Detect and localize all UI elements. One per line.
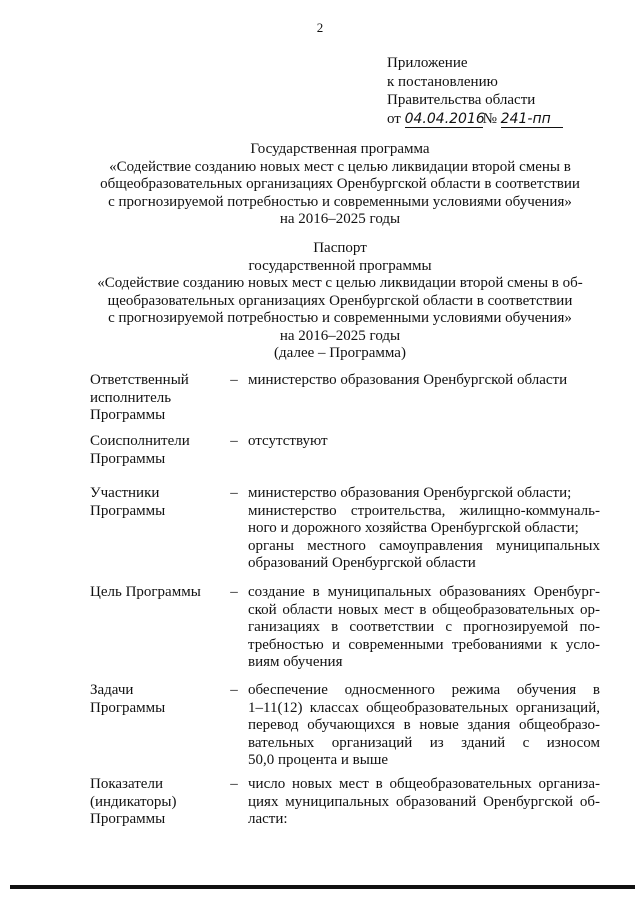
dash: – [230,485,238,501]
program-title-line: с прогнозируемой потребностью и современными условиями обучения» [108,193,572,210]
value-line: ской области новых мест в общеобразовательных ор- [248,601,600,618]
passport-title [80,240,600,363]
appendix-line: к постановлению [387,73,498,90]
dash: – [230,584,238,600]
value-line: 1–11(12) классах общеобразовательных организаций, [248,699,600,716]
value-line: 50,0 процента и выше [248,752,389,768]
value-line: вательных организаций из зданий с износом [248,734,600,751]
value-line: виям обучения [248,654,343,670]
label-line: Программы [90,450,166,467]
program-heading: Государственная программа [250,141,430,157]
row-value [248,776,600,829]
value-line: перевод обучающихся в новые здания общеобразо- [248,717,600,733]
passport-subheading: государственной программы [248,257,432,274]
appendix-block [387,54,563,128]
row-value [248,682,600,770]
label-line: Программы [90,407,166,423]
label-line: Участники [90,485,160,501]
value-line: число новых мест в общеобразовательных организа- [248,776,600,792]
row-label [90,433,220,468]
label-line: Показатели [90,776,163,792]
from-label: от [387,110,401,127]
value-line: ласти: [248,811,288,827]
page-bottom-border [10,885,635,889]
label-line: Цель Программы [90,584,201,600]
handwritten-number: 241-пп [501,112,563,128]
row-value [248,584,600,672]
dash: – [230,372,238,388]
dash: – [230,682,238,698]
passport-title-line: (далее – Программа) [274,345,406,361]
row-label [90,682,220,717]
program-title [80,141,600,229]
value-line: обеспечение односменного режима обучения в [248,682,600,698]
value-line: министерство образования Оренбургской области [248,372,568,388]
program-title-line: на 2016–2025 годы [279,211,401,227]
value-line: циях муниципальных образований Оренбургской об- [248,793,600,810]
label-line: исполнитель [90,389,172,406]
passport-heading: Паспорт [313,240,367,256]
value-line: отсутствуют [248,433,328,449]
appendix-date-line [387,110,563,129]
label-line: Соисполнители [90,433,190,449]
value-line: образований Оренбургской области [248,555,476,571]
dash: – [230,776,238,792]
row-value [248,372,600,390]
dash: – [230,433,238,449]
passport-title-line: с прогнозируемой потребностью и современными условиями обучения» [108,310,572,326]
row-value [248,433,600,451]
row-label [90,372,220,425]
passport-title-line: «Содействие созданию новых мест с целью ликвидации второй смены в об- [97,275,583,291]
label-line: Программы [90,811,166,827]
value-line: ного и дорожного хозяйства Оренбургской области; [248,520,579,536]
program-title-line: общеобразовательных организациях Оренбургской области в соответствии [100,176,580,192]
number-sign: № [482,110,497,127]
value-line: министерство строительства, жилищно-коммуналь- [248,502,600,519]
row-label [90,485,220,520]
label-line: (индикаторы) [90,793,177,810]
passport-title-line: щеобразовательных организациях Оренбургской области в соответствии [107,292,573,309]
row-label [90,584,220,602]
label-line: Программы [90,699,166,716]
row-value [248,485,600,573]
value-line: органы местного самоуправления муниципальных [248,537,600,554]
value-line: требностью и современными требованиями к усло- [248,636,600,653]
value-line: министерство образования Оренбургской области; [248,485,572,501]
appendix-line: Правительства области [387,92,536,108]
label-line: Ответственный [90,372,189,388]
value-line: создание в муниципальных образованиях Оренбург- [248,584,600,600]
label-line: Задачи [90,682,134,698]
page-number: 2 [316,20,324,35]
value-line: ганизациях в соответствии с прогнозируемой по- [248,619,600,635]
row-label [90,776,220,829]
handwritten-date: 04.04.2016 [404,110,485,127]
label-line: Программы [90,502,166,519]
passport-title-line: на 2016–2025 годы [279,327,401,344]
appendix-line: Приложение [387,55,468,71]
program-title-line: «Содействие созданию новых мест с целью ликвидации второй смены в [109,158,571,175]
